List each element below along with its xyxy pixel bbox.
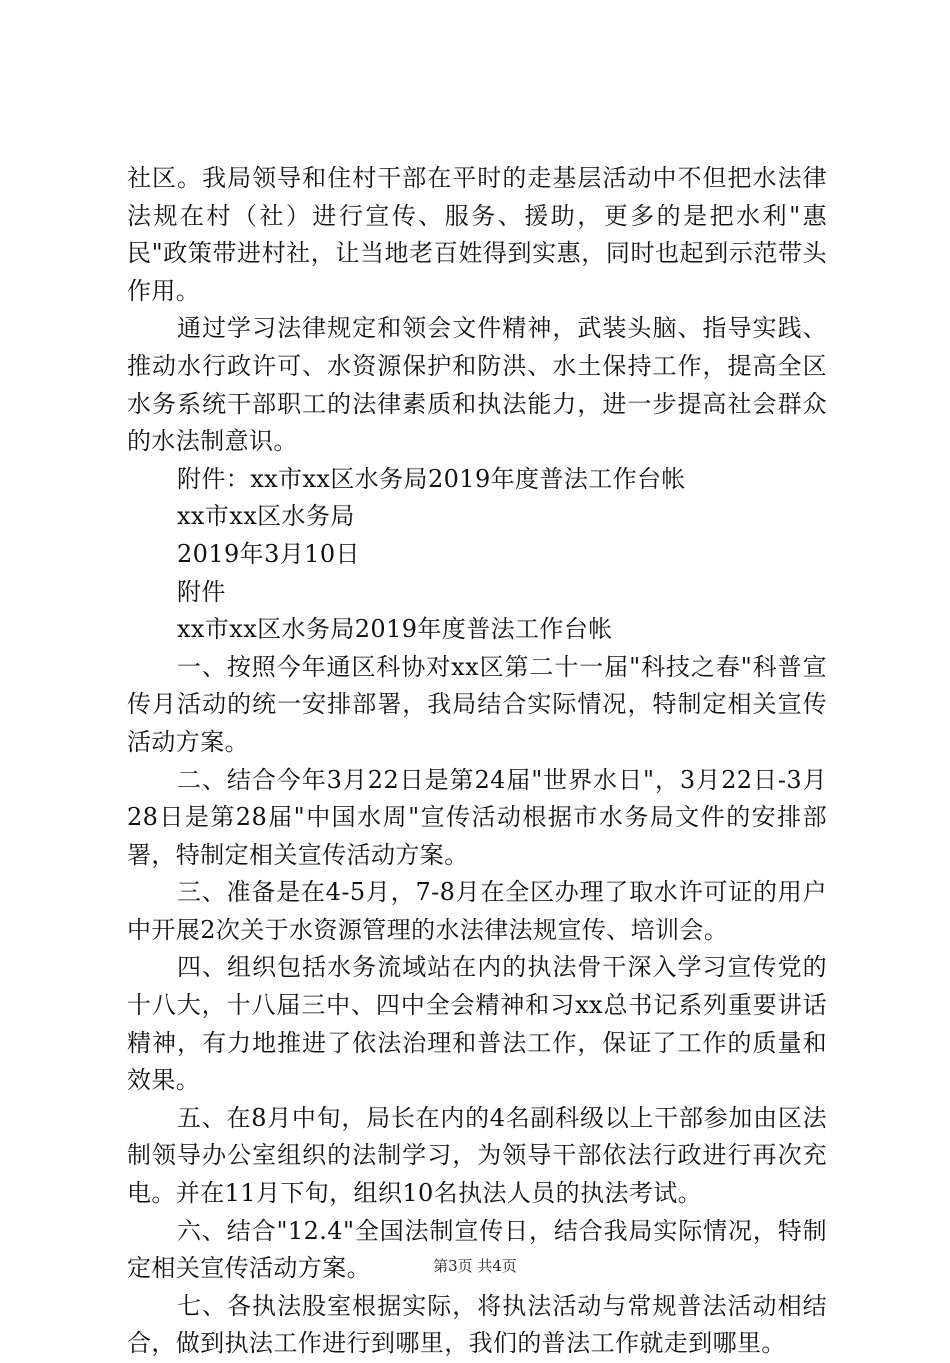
attachment-heading: 附件 <box>177 577 226 606</box>
page-number-footer: 第3页 共4页 <box>433 1257 517 1275</box>
issuing-organization: xx市xx区水务局 <box>177 502 355 531</box>
list-item-1: 一、按照今年通区科协对xx区第二十一届"科技之春"科普宣传月活动的统一安排部署，我局结合实际情况，特制定相关宣传活动方案。 <box>127 652 827 756</box>
document-body <box>127 160 827 1363</box>
list-item-4: 四、组织包括水务流域站在内的执法骨干深入学习宣传党的十八大，十八届三中、四中全会精神和习xx总书记系列重要讲话精神，有力地推进了依法治理和普法工作，保证了工作的质量和效果。 <box>127 953 827 1095</box>
attachment-title: xx市xx区水务局2019年度普法工作台帐 <box>177 615 613 644</box>
attachment-note: 附件：xx市xx区水务局2019年度普法工作台帐 <box>177 464 686 493</box>
list-item-6: 六、结合"12.4"全国法制宣传日，结合我局实际情况，特制定相关宣传活动方案。 <box>127 1216 827 1283</box>
list-item-3: 三、准备是在4-5月，7-8月在全区办理了取水许可证的用户中开展2次关于水资源管理的水法律法规宣传、培训会。 <box>127 878 827 944</box>
list-item-2: 二、结合今年3月22日是第24届"世界水日"，3月22日-3月28日是第28届"中国水周"宣传活动根据市水务局文件的安排部署，特制定相关宣传活动方案。 <box>127 765 827 869</box>
issue-date: 2019年3月10日 <box>177 539 360 568</box>
paragraph-continuation: 社区。我局领导和住村干部在平时的走基层活动中不但把水法律法规在村（社）进行宣传、服务、援助，更多的是把水利"惠民"政策带进村社，让当地老百姓得到实惠，同时也起到示范带头作用。 <box>127 164 827 305</box>
list-item-5: 五、在8月中旬，局长在内的4名副科级以上干部参加由区法制领导办公室组织的法制学习，为领导干部依法行政进行再次充电。并在11月下旬，组织10名执法人员的执法考试。 <box>127 1103 827 1208</box>
paragraph-summary: 通过学习法律规定和领会文件精神，武装头脑、指导实践、推动水行政许可、水资源保护和防洪、水土保持工作，提高全区水务系统干部职工的法律素质和执法能力，进一步提高社会群众的水法制意识。 <box>127 314 827 456</box>
list-item-7: 七、各执法股室根据实际，将执法活动与常规普法活动相结合，做到执法工作进行到哪里，我们的普法工作就走到哪里。 <box>127 1291 827 1358</box>
